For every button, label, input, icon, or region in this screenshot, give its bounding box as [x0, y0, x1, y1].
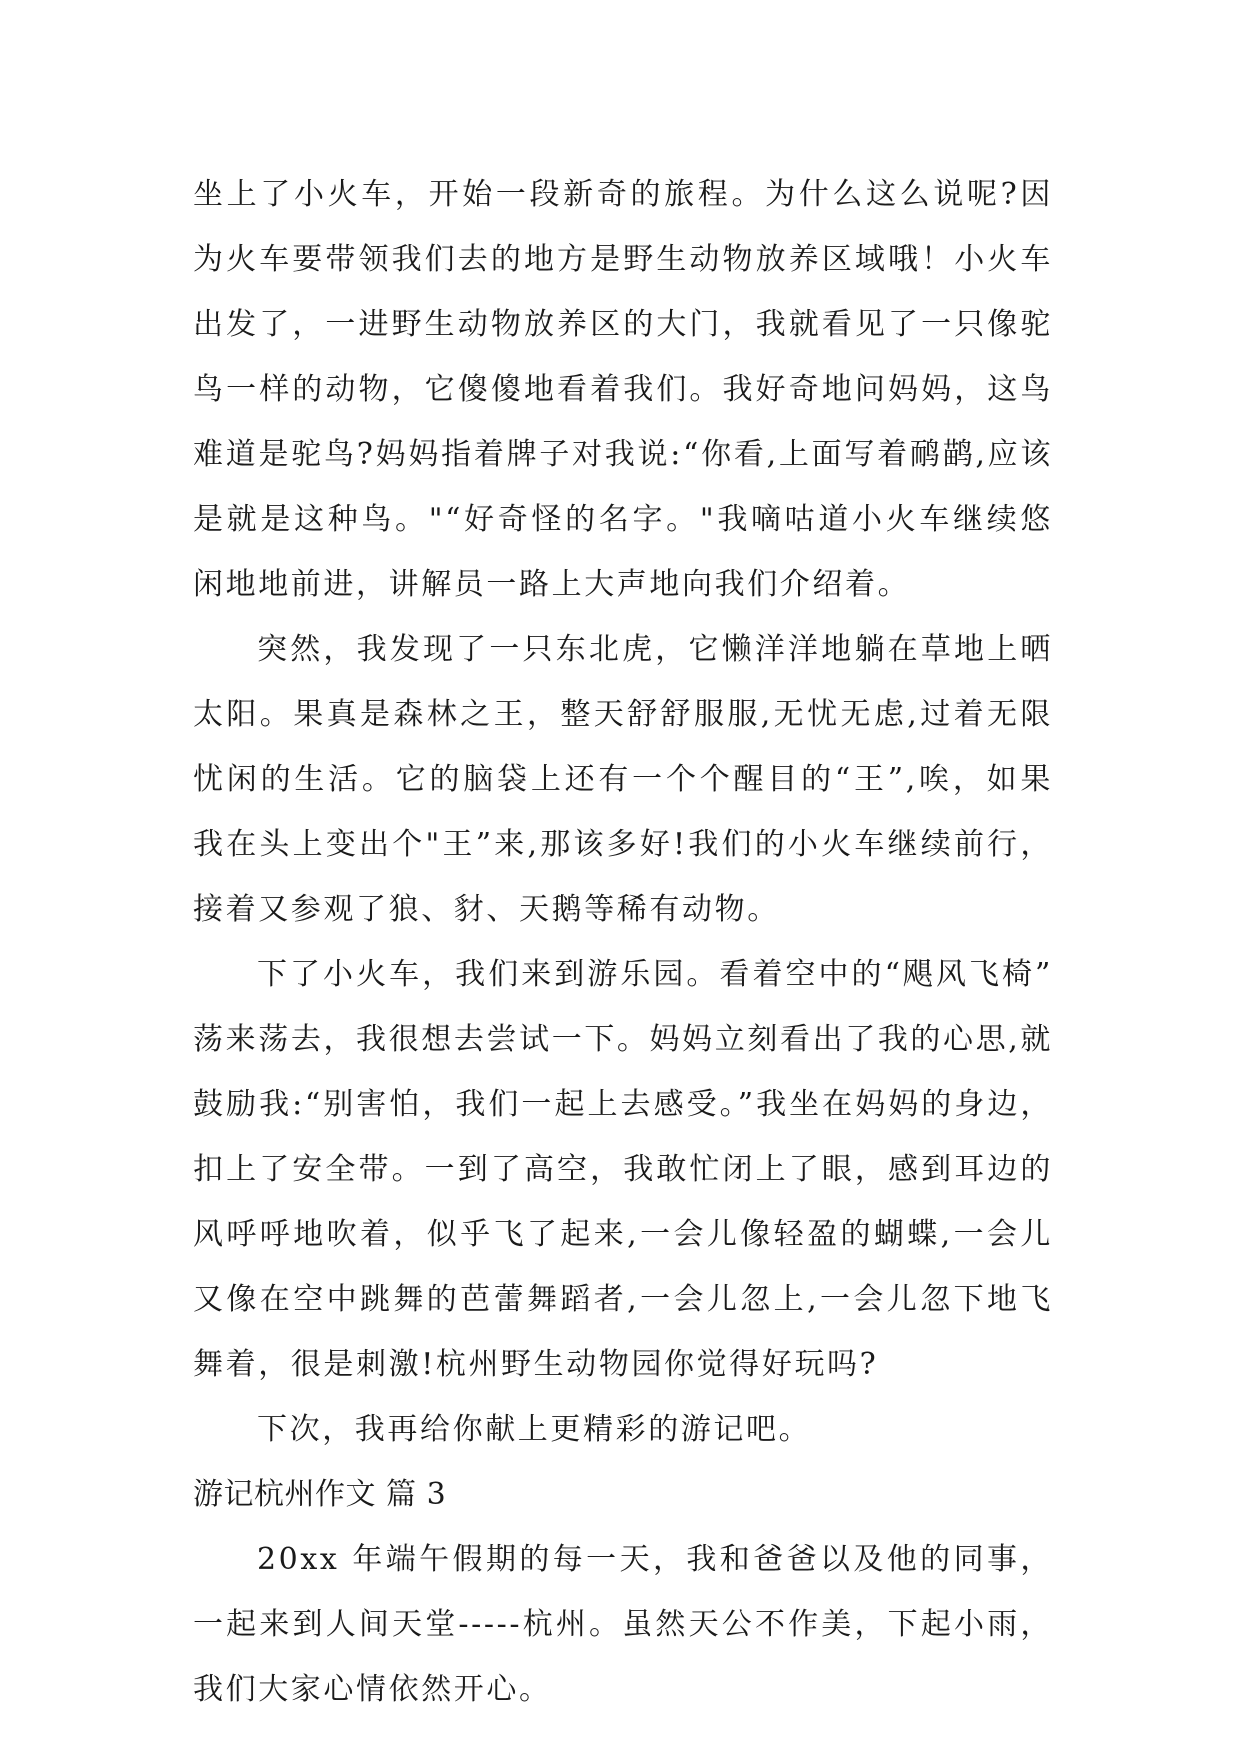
paragraph-dragon-boat-holiday: 20xx 年端午假期的每一天，我和爸爸以及他的同事，一起来到人间天堂-----杭州。虽然天公不作美，下起小雨，我们大家心情依然开心。 [193, 1542, 1053, 1707]
paragraph-closing: 下次，我再给你献上更精彩的游记吧。 [257, 1412, 812, 1447]
section-heading: 游记杭州作文 篇 3 [193, 1477, 447, 1512]
paragraph-amusement-park: 下了小火车，我们来到游乐园。看着空中的“飓风飞椅”荡来荡去，我很想去尝试一下。妈妈立刻看出了我的心思,就鼓励我:“别害怕，我们一起上去感受。”我坐在妈妈的身边，扣上了安全带。一到了高空，我敢忙闭上了眼，感到耳边的风呼呼地吹着，似乎飞了起来,一会儿像轻盈的蝴蝶,一会儿又像在空中跳舞的芭蕾舞蹈者,一会儿忽上,一会儿忽下地飞舞着，很是刺激!杭州野生动物园你觉得好玩吗? [193, 957, 1053, 1382]
paragraph-train-ride: 坐上了小火车，开始一段新奇的旅程。为什么这么说呢?因为火车要带领我们去的地方是野生动物放养区域哦！小火车出发了，一进野生动物放养区的大门，我就看见了一只像驼鸟一样的动物，它傻傻地看着我们。我好奇地问妈妈，这鸟难道是驼鸟?妈妈指着牌子对我说:“你看,上面写着鸸鹋,应该是就是这种鸟。"“好奇怪的名字。"我嘀咕道小火车继续悠闲地地前进，讲解员一路上大声地向我们介绍着。 [193, 177, 1053, 602]
paragraph-tiger: 突然，我发现了一只东北虎，它懒洋洋地躺在草地上晒太阳。果真是森林之王，整天舒舒服服,无忧无虑,过着无限忧闲的生活。它的脑袋上还有一个个醒目的“王”,唉，如果我在头上变出个"王”来,那该多好!我们的小火车继续前行，接着又参观了狼、豺、天鹅等稀有动物。 [193, 632, 1053, 927]
document-body [193, 162, 1053, 1722]
